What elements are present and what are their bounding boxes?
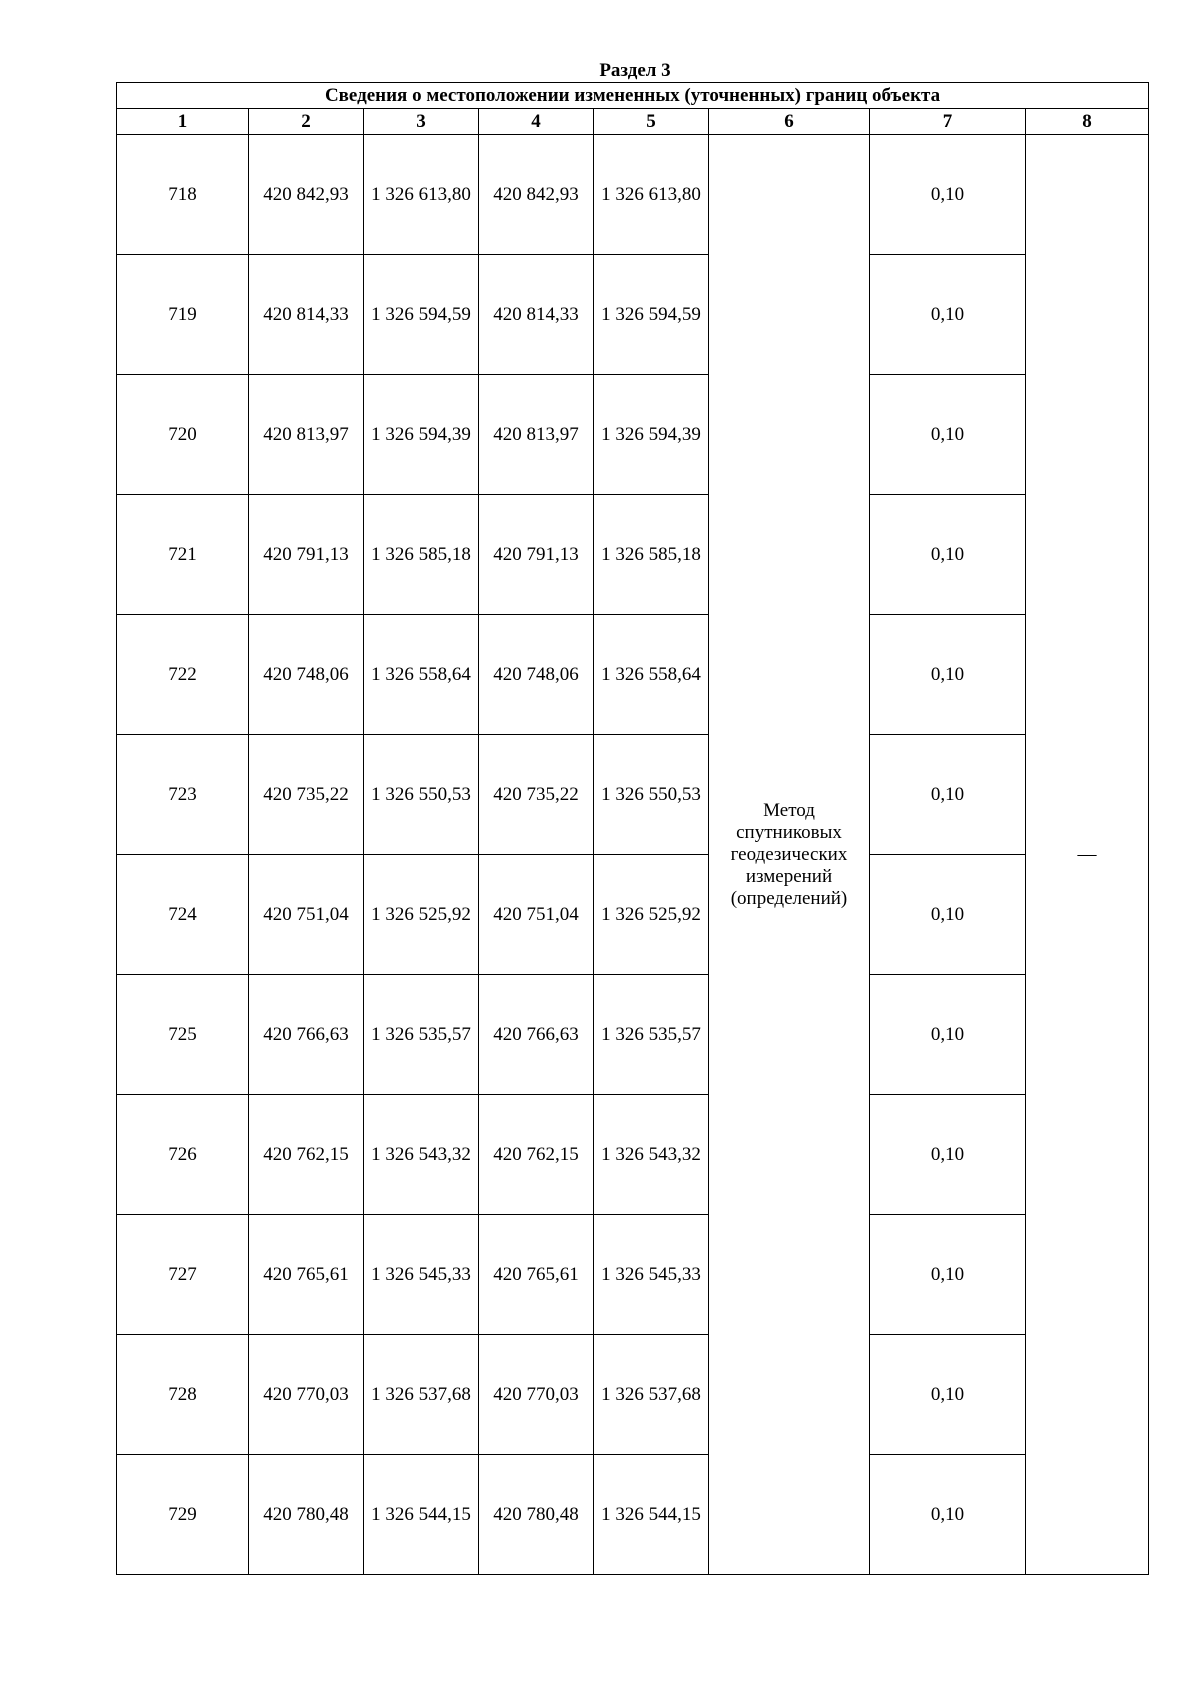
x-new: 420 748,06 [479, 615, 594, 735]
y-old: 1 326 550,53 [364, 735, 479, 855]
x-new: 420 770,03 [479, 1335, 594, 1455]
point-number: 727 [117, 1215, 249, 1335]
column-number: 3 [364, 109, 479, 135]
y-new: 1 326 543,32 [594, 1095, 709, 1215]
table-row [117, 1335, 1149, 1455]
x-new: 420 762,15 [479, 1095, 594, 1215]
x-new: 420 791,13 [479, 495, 594, 615]
column-number: 2 [249, 109, 364, 135]
y-new: 1 326 585,18 [594, 495, 709, 615]
table-row [117, 1215, 1149, 1335]
point-number: 725 [117, 975, 249, 1095]
table-row [117, 615, 1149, 735]
y-new: 1 326 594,59 [594, 255, 709, 375]
accuracy: 0,10 [870, 615, 1026, 735]
x-new: 420 766,63 [479, 975, 594, 1095]
x-new: 420 780,48 [479, 1455, 594, 1575]
point-number: 722 [117, 615, 249, 735]
y-old: 1 326 558,64 [364, 615, 479, 735]
y-old: 1 326 537,68 [364, 1335, 479, 1455]
method-line: (определений) [730, 887, 848, 909]
table-row [117, 1455, 1149, 1575]
x-old: 420 766,63 [249, 975, 364, 1095]
table-row [117, 735, 1149, 855]
y-new: 1 326 545,33 [594, 1215, 709, 1335]
x-old: 420 751,04 [249, 855, 364, 975]
y-old: 1 326 535,57 [364, 975, 479, 1095]
column-number: 6 [709, 109, 870, 135]
x-new: 420 813,97 [479, 375, 594, 495]
table-row [117, 375, 1149, 495]
table-row [117, 495, 1149, 615]
x-old: 420 780,48 [249, 1455, 364, 1575]
boundary-coordinates-table [116, 82, 1149, 1575]
x-new: 420 765,61 [479, 1215, 594, 1335]
x-new: 420 735,22 [479, 735, 594, 855]
table-caption: Сведения о местоположении измененных (уточненных) границ объекта [117, 83, 1149, 109]
table-row [117, 975, 1149, 1095]
method-line: измерений [745, 865, 833, 887]
table-row [117, 255, 1149, 375]
y-old: 1 326 594,59 [364, 255, 479, 375]
point-number: 721 [117, 495, 249, 615]
x-new: 420 814,33 [479, 255, 594, 375]
y-new: 1 326 550,53 [594, 735, 709, 855]
section-title: Раздел 3 [599, 60, 671, 81]
y-old: 1 326 543,32 [364, 1095, 479, 1215]
accuracy: 0,10 [870, 1335, 1026, 1455]
y-old: 1 326 585,18 [364, 495, 479, 615]
column-number-row [117, 109, 1149, 135]
y-old: 1 326 594,39 [364, 375, 479, 495]
table-row [117, 1095, 1149, 1215]
y-new: 1 326 613,80 [594, 135, 709, 255]
accuracy: 0,10 [870, 855, 1026, 975]
column-number: 1 [117, 109, 249, 135]
x-new: 420 842,93 [479, 135, 594, 255]
column-number: 8 [1026, 109, 1149, 135]
y-new: 1 326 537,68 [594, 1335, 709, 1455]
method-cell [709, 135, 870, 1575]
point-number: 719 [117, 255, 249, 375]
accuracy: 0,10 [870, 1455, 1026, 1575]
x-old: 420 791,13 [249, 495, 364, 615]
table-row [117, 855, 1149, 975]
x-old: 420 814,33 [249, 255, 364, 375]
accuracy: 0,10 [870, 975, 1026, 1095]
x-old: 420 765,61 [249, 1215, 364, 1335]
y-new: 1 326 544,15 [594, 1455, 709, 1575]
accuracy: 0,10 [870, 135, 1026, 255]
x-old: 420 748,06 [249, 615, 364, 735]
method-line: геодезических [730, 843, 848, 865]
y-new: 1 326 525,92 [594, 855, 709, 975]
x-old: 420 762,15 [249, 1095, 364, 1215]
point-number: 723 [117, 735, 249, 855]
y-old: 1 326 525,92 [364, 855, 479, 975]
column-number: 5 [594, 109, 709, 135]
x-old: 420 813,97 [249, 375, 364, 495]
y-new: 1 326 594,39 [594, 375, 709, 495]
x-old: 420 770,03 [249, 1335, 364, 1455]
column-number: 7 [870, 109, 1026, 135]
point-number: 718 [117, 135, 249, 255]
x-new: 420 751,04 [479, 855, 594, 975]
point-number: 729 [117, 1455, 249, 1575]
accuracy: 0,10 [870, 1095, 1026, 1215]
y-old: 1 326 544,15 [364, 1455, 479, 1575]
column-number: 4 [479, 109, 594, 135]
point-number: 726 [117, 1095, 249, 1215]
y-new: 1 326 535,57 [594, 975, 709, 1095]
point-number: 720 [117, 375, 249, 495]
method-line: спутниковых [736, 821, 842, 843]
column8-value: — [1026, 135, 1149, 1575]
method-line: Метод [763, 799, 815, 821]
accuracy: 0,10 [870, 1215, 1026, 1335]
y-new: 1 326 558,64 [594, 615, 709, 735]
accuracy: 0,10 [870, 735, 1026, 855]
point-number: 724 [117, 855, 249, 975]
accuracy: 0,10 [870, 495, 1026, 615]
accuracy: 0,10 [870, 375, 1026, 495]
accuracy: 0,10 [870, 255, 1026, 375]
y-old: 1 326 613,80 [364, 135, 479, 255]
point-number: 728 [117, 1335, 249, 1455]
table-row [117, 135, 1149, 255]
y-old: 1 326 545,33 [364, 1215, 479, 1335]
x-old: 420 842,93 [249, 135, 364, 255]
x-old: 420 735,22 [249, 735, 364, 855]
